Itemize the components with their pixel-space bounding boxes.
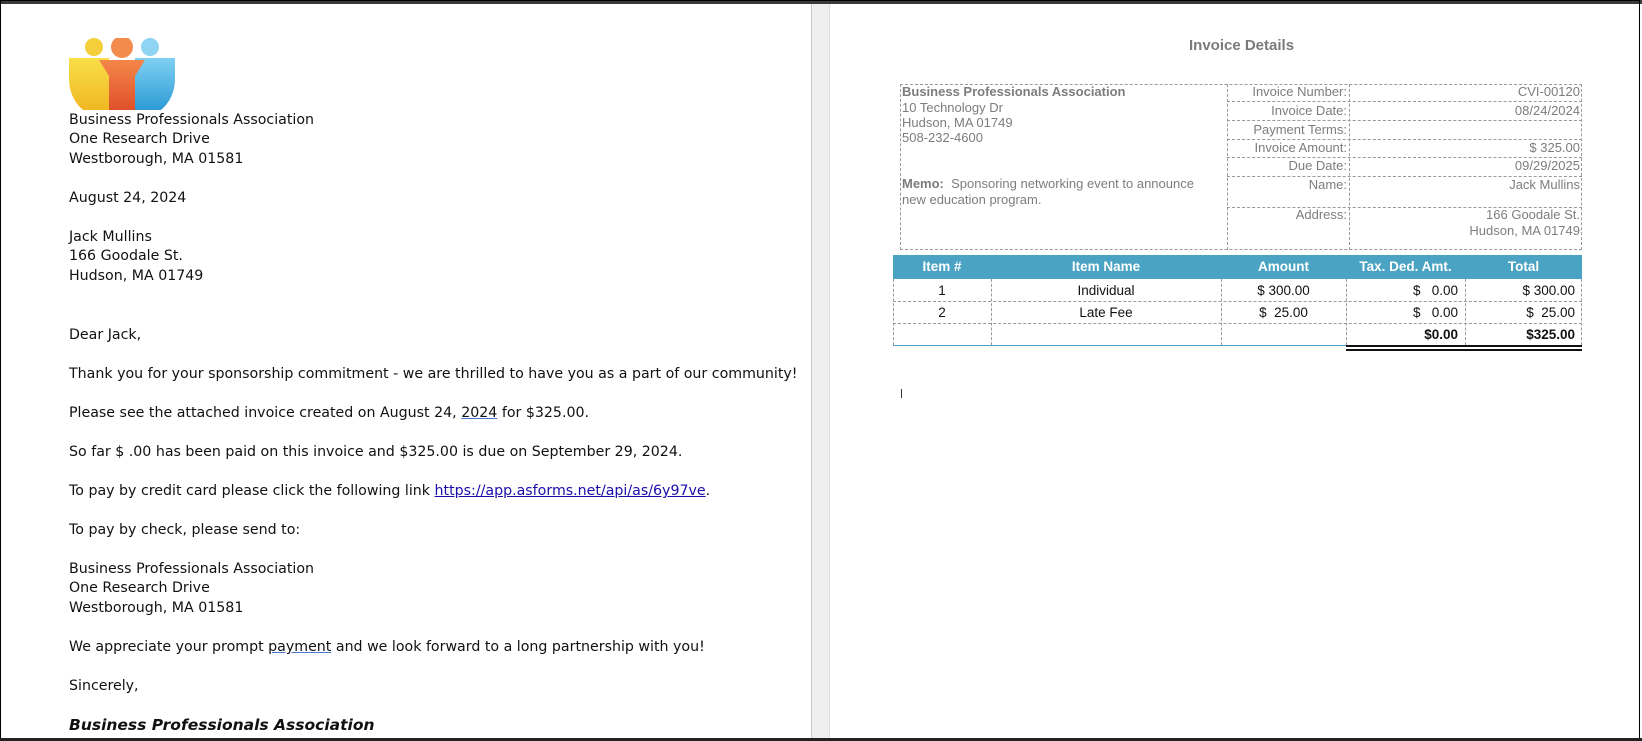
col-header-item-name: Item Name: [1071, 259, 1141, 274]
col-header-amount: Amount: [1258, 259, 1309, 274]
row2-amount: $ 25.00: [1259, 305, 1308, 320]
payment-terms-label: Payment Terms:: [1253, 122, 1347, 137]
field-row-line: [1227, 101, 1582, 102]
letter-date: August 24, 2024: [69, 190, 187, 206]
invoice-date-value: 08/24/2024: [1514, 103, 1580, 118]
memo-text-1: Sponsoring networking event to announce: [951, 176, 1194, 191]
memo-line-1: [902, 176, 1194, 191]
invoice-org-phone: 508-232-4600: [902, 130, 983, 145]
col-header-tax-deductible: Tax. Ded. Amt.: [1359, 259, 1452, 274]
invoice-org-city: Hudson, MA 01749: [902, 115, 1013, 130]
text-cursor: [901, 389, 902, 398]
header-col-sep-1: [1227, 84, 1228, 250]
table-col-line: [1581, 279, 1582, 345]
recipient-name: Jack Mullins: [69, 229, 152, 245]
due-date-value: 09/29/2025: [1514, 158, 1580, 173]
para2-post: for $325.00.: [497, 405, 590, 421]
field-row-line: [1227, 120, 1582, 121]
total-double-rule-top: [1346, 345, 1582, 347]
para2-year: 2024: [461, 405, 498, 421]
row2-item-number: 2: [938, 305, 946, 320]
signature: Business Professionals Association: [69, 716, 375, 734]
greeting: Dear Jack,: [69, 327, 142, 343]
name-label: Name:: [1308, 177, 1347, 192]
para6-post: and we look forward to a long partnership with you!: [331, 639, 705, 655]
total-double-rule-bottom: [1346, 349, 1582, 351]
table-row-line: [893, 301, 1582, 302]
check-city: Westborough, MA 01581: [69, 600, 244, 616]
table-row-line: [893, 323, 1582, 324]
para6-word: payment: [268, 639, 332, 655]
paragraph-check: To pay by check, please send to:: [69, 522, 301, 538]
row1-tax-deductible: $ 0.00: [1412, 283, 1458, 298]
paragraph-invoice: [69, 405, 589, 421]
row2-total: $ 25.00: [1526, 305, 1575, 320]
organization-logo: [69, 38, 175, 110]
total-tax-deductible: $0.00: [1424, 327, 1458, 342]
invoice-amount-label: Invoice Amount:: [1254, 140, 1347, 155]
memo-label: Memo:: [902, 176, 944, 191]
para6-pre: We appreciate your prompt: [69, 639, 269, 655]
invoice-date-label: Invoice Date:: [1271, 103, 1347, 118]
row2-tax-deductible: $ 0.00: [1412, 305, 1458, 320]
name-value: Jack Mullins: [1509, 177, 1580, 192]
invoice-org-street: 10 Technology Dr: [902, 100, 1003, 115]
row1-item-number: 1: [938, 283, 946, 298]
para4-post: .: [705, 483, 711, 499]
address-line-1: 166 Goodale St.: [1486, 207, 1580, 222]
invoice-amount-value: $ 325.00: [1529, 140, 1580, 155]
recipient-street: 166 Goodale St.: [69, 248, 183, 264]
address-label: Address:: [1295, 207, 1347, 222]
sender-street: One Research Drive: [69, 131, 210, 147]
payment-link[interactable]: https://app.asforms.net/api/as/6y97ve: [434, 483, 706, 499]
address-line-2: Hudson, MA 01749: [1469, 223, 1580, 238]
paragraph-appreciation: [69, 639, 705, 655]
para4-pre: To pay by credit card please click the following link: [69, 483, 435, 499]
row1-total: $ 300.00: [1522, 283, 1575, 298]
sender-org-name: Business Professionals Association: [69, 112, 315, 128]
sender-city: Westborough, MA 01581: [69, 151, 244, 167]
invoice-number-label: Invoice Number:: [1252, 84, 1347, 99]
paragraph-credit-card: [69, 483, 710, 499]
header-col-sep-2: [1349, 84, 1350, 250]
invoice-number-value: CVI-00120: [1517, 84, 1580, 99]
row1-item-name: Individual: [1077, 283, 1135, 298]
due-date-label: Due Date:: [1288, 158, 1347, 173]
col-header-item-number: Item #: [922, 259, 962, 274]
paragraph-balance: So far $ .00 has been paid on this invoice and $325.00 is due on September 29, 2024.: [69, 444, 683, 460]
page-divider: [811, 4, 830, 738]
paragraph-thanks: Thank you for your sponsorship commitment - we are thrilled to have you as a part of our community!: [69, 366, 798, 382]
memo-text-2: new education program.: [902, 192, 1042, 207]
invoice-title: Invoice Details: [1189, 37, 1295, 54]
para2-pre: Please see the attached invoice created on August 24,: [69, 405, 462, 421]
row2-item-name: Late Fee: [1079, 305, 1133, 320]
grand-total: $325.00: [1526, 327, 1575, 342]
closing: Sincerely,: [69, 678, 139, 694]
recipient-city: Hudson, MA 01749: [69, 268, 204, 284]
row1-amount: $ 300.00: [1257, 283, 1310, 298]
invoice-org-name: Business Professionals Association: [902, 84, 1126, 99]
check-org-name: Business Professionals Association: [69, 561, 315, 577]
check-street: One Research Drive: [69, 580, 210, 596]
col-header-total: Total: [1507, 259, 1540, 274]
